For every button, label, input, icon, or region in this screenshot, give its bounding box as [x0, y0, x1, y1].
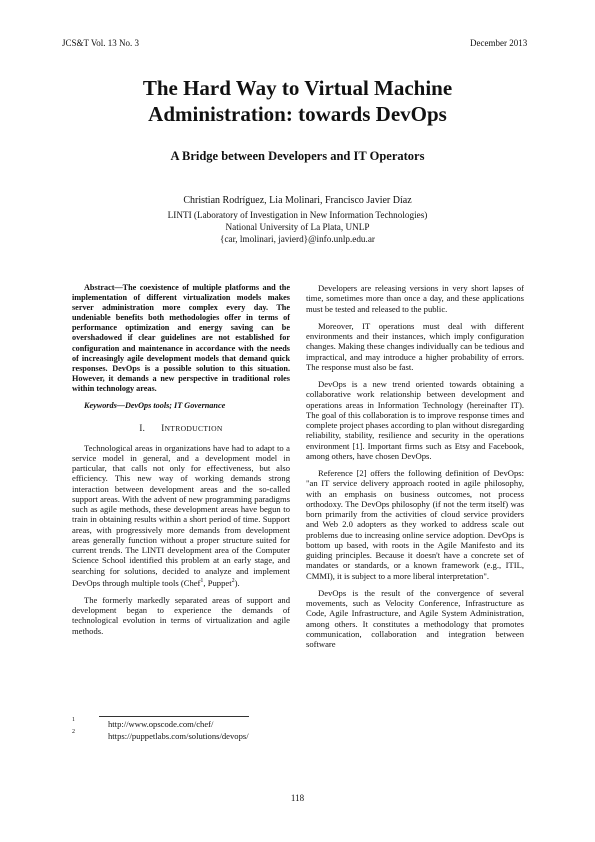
body-paragraph-3: DevOps is a new trend oriented towards obtaining a collaborative work relationship between development and operations areas in Information Technology (hereinafter IT). The goal of this collaboration is to improve response times and complete project phases according to plan without disregarding reliability, stability, resilience and security in the operations environment [1]. Important firms such as Etsy and Facebook, among others, have chosen DevOps. [306, 379, 524, 461]
intro-p1-text-b: , Puppet [203, 577, 232, 588]
paper-subtitle: A Bridge between Developers and IT Operators [170, 149, 425, 163]
section-title-rest: NTRODUCTION [164, 424, 223, 434]
body-paragraph-4: Reference [2] offers the following definition of DevOps: "an IT service delivery approach rooted in agile philosophy, with an emphasis on business outcomes, not process orthodoxy. The DevOps philosophy (if not the term itself) was born primarily from the activities of cloud service providers and Web 2.0 adopters as they worked to address scale out problems due to increasing online service adoption. DevOps is bottom up based, with roots in the Agile Manifesto and its guiding principles. Because it doesn't have a concrete set of mandates or standards, or a known framework (e.g., ITIL, CMMI), it is subject to a more liberal interpretation". [306, 468, 524, 581]
body-paragraph-1: Developers are releasing versions in very short lapses of time, sometimes more than once a day, and these applications must be tested and released to the public. [306, 283, 524, 314]
intro-p1-text: Technological areas in organizations have had to adapt to a service model in general, and a development model in particular, that calls not only for effectiveness, but also efficiency. This new way of working demands strong interaction between development areas and the so-called support areas. With the advent of new programming paradigms such as agile methods, these development areas have begun to train in obtaining results within a short period of time. Support areas, with progressively more demands from development areas generally function without a proper structure suited for current trends. The LINTI development area of the Computer Science School identified this problem at an early stage, and searching for solutions, decided to analyze and implement DevOps through multiple tools (Chef [72, 442, 290, 588]
affiliation-lab: LINTI (Laboratory of Investigation in New Information Technologies) [167, 210, 428, 220]
affiliation-emails: {car, lmolinari, javierd}@info.unlp.edu.ar [220, 234, 375, 244]
footnote-1-link[interactable]: http://www.opscode.com/chef/ [108, 719, 214, 729]
intro-paragraph-1 [72, 443, 290, 588]
footnote-ref-1: 1 [200, 577, 204, 584]
running-header-journal: JCS&T Vol. 13 No. 3 [62, 38, 140, 48]
footnote-2-link[interactable]: https://puppetlabs.com/solutions/devops/ [108, 731, 249, 741]
left-column [72, 283, 290, 643]
intro-p1-text-c: ). [234, 577, 240, 588]
footnote-2-mark: 2 [72, 729, 75, 735]
intro-paragraph-2: The formerly markedly separated areas of support and development began to experience the demands of technological evolution in terms of virtualization and agile methods. [72, 594, 290, 636]
section-heading-introduction [72, 423, 290, 434]
section-title-initial: I [161, 423, 165, 434]
paper-title-line-2: Administration: towards DevOps [148, 102, 447, 126]
keywords: Keywords—DevOps tools; IT Governance [84, 401, 226, 411]
running-header-date: December 2013 [470, 38, 528, 48]
body-paragraph-2: Moreover, IT operations must deal with different environments and their instances, which imply configuration changes. Making these changes individually can be tedious and impractical, and may introduce a higher probability of errors. The response must also be fast. [306, 320, 524, 372]
affiliation [0, 209, 595, 245]
right-column [306, 283, 524, 656]
paper-title [0, 75, 595, 127]
section-number: I. [139, 423, 146, 434]
body-paragraph-5: DevOps is the result of the convergence of several movements, such as Velocity Conference, Infrastructure as Code, Agile Infrastructure, and Agile System Administration, among others. It constitutes a methodology that promotes communication, collaboration and integration between software [306, 587, 524, 649]
page-number: 118 [290, 793, 305, 803]
footnote-ref-2: 2 [231, 577, 235, 584]
footnote-1-mark: 1 [72, 717, 75, 723]
footnote-rule [99, 716, 249, 717]
paper-title-line-1: The Hard Way to Virtual Machine [142, 76, 453, 100]
author-list: Christian Rodríguez, Lia Molinari, Francisco Javier Díaz [183, 195, 412, 206]
affiliation-university: National University of La Plata, UNLP [225, 222, 370, 232]
abstract: Abstract—The coexistence of multiple platforms and the implementation of different virtualization models makes server administration more complex every day. The undeniable benefits both methodologies offer in terms of performance optimization and energy saving can be overshadowed if clear guidelines are not established for configuration and maintenance in accordance with the needs of increasingly agile development models that demand quick responses. DevOps is a possible solution to this situation. However, it demands a new perspective in traditional roles within technology areas. [72, 283, 290, 393]
